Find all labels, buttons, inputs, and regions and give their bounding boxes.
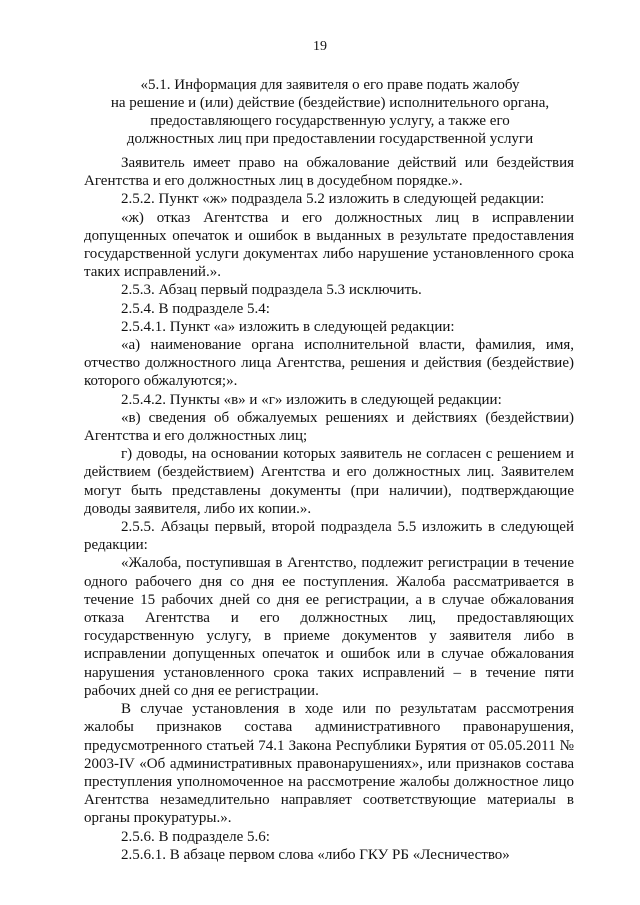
paragraph: «Жалоба, поступившая в Агентство, подлежит регистрации в течение одного рабочего дня со дня ее поступления. Жалоба рассматривается в течение 15 рабочих дней со дня ее регистрации, а в случае обжалования отказа Агентства и его должностных лиц, предоставляющих государственную услугу, в приеме документов у заявителя либо в исправлении допущенных опечаток и ошибок или в случае обжалования нарушения установленного срока таких исправлений – в течение пяти рабочих дней со дня ее регистрации. <box>84 555 574 699</box>
paragraph: «в) сведения об обжалуемых решениях и действиях (бездействии) Агентства и его должностных лиц; <box>84 409 574 445</box>
paragraph: В случае установления в ходе или по результатам рассмотрения жалобы признаков состава административного правонарушения, предусмотренного статьей 74.1 Закона Республики Бурятия от 05.05.2011 № 2003-IV «Об административных правонарушениях», или признаков состава преступления уполномоченное на рассмотрение жалобы должностное лицо Агентства незамедлительно направляет соответствующие материалы в органы прокуратуры.». <box>84 701 574 827</box>
paragraph: 2.5.4.2. Пункты «в» и «г» изложить в следующей редакции: <box>121 391 502 408</box>
page-number: 19 <box>313 39 327 54</box>
paragraph: 2.5.6.1. В абзаце первом слова «либо ГКУ РБ «Лесничество» <box>121 846 510 863</box>
paragraph: Заявитель имеет право на обжалование действий или бездействия Агентства и его должностных лиц в досудебном порядке.». <box>84 155 574 190</box>
paragraph: 2.5.2. Пункт «ж» подраздела 5.2 изложить в следующей редакции: <box>121 191 545 208</box>
paragraph: 2.5.6. В подразделе 5.6: <box>121 828 270 845</box>
paragraph: «ж) отказ Агентства и его должностных лиц в исправлении допущенных опечаток и ошибок в выданных в результате предоставления государственной услуги документах либо нарушение установленного срока таких исправлений.». <box>84 209 574 281</box>
heading-line: должностных лиц при предоставлении государственной услуги <box>126 131 534 147</box>
paragraph: 2.5.3. Абзац первый подраздела 5.3 исключить. <box>121 282 422 299</box>
paragraph: «а) наименование органа исполнительной власти, фамилия, имя, отчество должностного лица Агентства, решения и действия (бездействие) которого обжалуются;». <box>84 337 574 390</box>
paragraph: г) доводы, на основании которых заявитель не согласен с решением и действием (бездействием) Агентства и его должностных лиц. Заявителем могут быть представлены документы (при наличии), подтверждающие доводы заявителя, либо их копии.». <box>84 446 574 517</box>
document-body <box>84 154 574 864</box>
paragraph: 2.5.5. Абзацы первый, второй подраздела 5.5 изложить в следующей редакции: <box>84 519 574 554</box>
section-heading <box>84 76 576 148</box>
heading-line: предоставляющего государственную услугу, а также его <box>150 113 510 129</box>
heading-line: «5.1. Информация для заявителя о его праве подать жалобу <box>140 77 520 93</box>
paragraph: 2.5.4. В подразделе 5.4: <box>121 300 270 317</box>
heading-line: на решение и (или) действие (бездействие) исполнительного органа, <box>110 95 550 111</box>
paragraph: 2.5.4.1. Пункт «а» изложить в следующей редакции: <box>121 318 455 335</box>
